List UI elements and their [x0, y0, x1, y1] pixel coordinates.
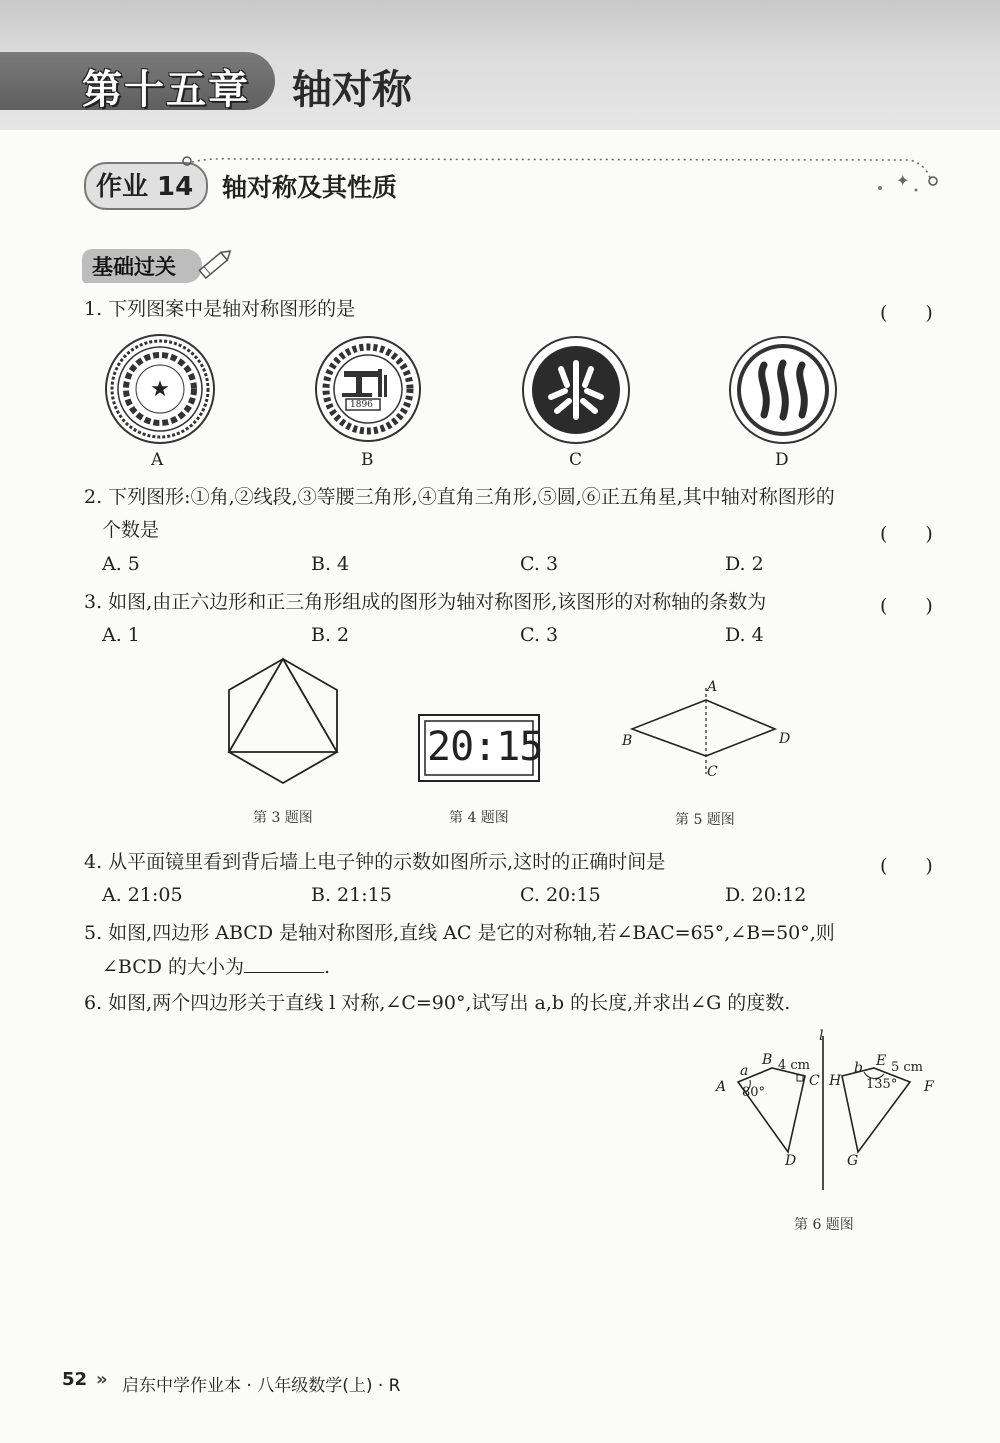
q4-option-b: B. 21:15: [311, 884, 392, 906]
question-5-line-1: 5. 如图,四边形 ABCD 是轴对称图形,直线 AC 是它的对称轴,若∠BAC=65°,∠B=50°,则: [84, 922, 835, 944]
figure-6-label-g: G: [847, 1153, 859, 1169]
question-6: 6. 如图,两个四边形关于直线 l 对称,∠C=90°,试写出 a,b 的长度,并求出∠G 的度数.: [84, 992, 791, 1014]
question-2-line-2: 个数是: [102, 519, 160, 541]
answer-paren-1: ( ): [880, 302, 933, 324]
question-4: 4. 从平面镜里看到背后墙上电子钟的示数如图所示,这时的正确时间是: [84, 851, 666, 873]
logo-c: [521, 335, 631, 445]
figure-6-label-b: B: [762, 1052, 773, 1068]
question-5-line-2-prefix: ∠BCD 的大小为: [102, 956, 245, 978]
figure-6-quadrilaterals: [700, 1030, 950, 1200]
figure-5-label-a: A: [707, 679, 718, 695]
assignment-label: 作业 14: [96, 172, 194, 202]
q2-option-a: A. 5: [102, 553, 140, 575]
question-5-line-2: [102, 954, 330, 980]
answer-paren-4: ( ): [880, 855, 933, 877]
figure-6-label-e: E: [876, 1053, 887, 1069]
figure-6-label-a: A: [716, 1079, 727, 1095]
svg-text:✦: ✦: [896, 171, 910, 190]
q2-option-b: B. 4: [311, 553, 350, 575]
figure-6-angle-2: 135°: [866, 1077, 898, 1092]
option-label-c: C: [569, 450, 583, 470]
figure-5-label-d: D: [779, 731, 791, 747]
question-2-line-1: 2. 下列图形:①角,②线段,③等腰三角形,④直角三角形,⑤圆,⑥正五角星,其中轴对称图形的: [84, 486, 835, 508]
book-title: 启东中学作业本 · 八年级数学(上) · R: [122, 1376, 401, 1396]
figure-4-caption: 第 4 题图: [449, 810, 509, 826]
section-label: 基础过关: [92, 255, 176, 279]
answer-paren-3: ( ): [880, 595, 933, 617]
figure-4-clock-digits: 20:15: [427, 724, 543, 770]
figure-5-label-c: C: [707, 764, 718, 780]
figure-6-label-l: l: [819, 1028, 824, 1044]
q3-option-a: A. 1: [102, 624, 140, 646]
figure-5-label-b: B: [622, 733, 633, 749]
double-arrow-icon: »: [96, 1369, 108, 1390]
option-label-b: B: [361, 450, 374, 470]
q4-option-a: A. 21:05: [102, 884, 183, 906]
figure-6-length-1: 4 cm: [778, 1058, 811, 1073]
q3-option-c: C. 3: [520, 624, 559, 646]
chapter-number: 第十五章: [82, 67, 250, 113]
figure-5-caption: 第 5 题图: [675, 812, 735, 828]
question-5-line-2-suffix: .: [324, 956, 331, 978]
page-number: 52: [62, 1369, 88, 1390]
pencil-icon: [196, 248, 236, 282]
figure-6-label-d: D: [785, 1153, 797, 1169]
q2-option-d: D. 2: [725, 553, 764, 575]
q4-option-d: D. 20:12: [725, 884, 807, 906]
option-label-d: D: [775, 450, 789, 470]
assignment-title: 轴对称及其性质: [222, 173, 398, 202]
q4-option-c: C. 20:15: [520, 884, 601, 906]
logo-a: [104, 333, 216, 445]
figure-6-label-c: C: [809, 1073, 820, 1089]
chapter-title: 轴对称: [292, 67, 412, 113]
q3-option-d: D. 4: [725, 624, 764, 646]
figure-6-angle-1: 80°: [742, 1085, 766, 1100]
figure-6-side-b: b: [854, 1060, 863, 1076]
figure-6-label-h: H: [829, 1073, 842, 1089]
q2-option-c: C. 3: [520, 553, 559, 575]
question-1: 1. 下列图案中是轴对称图形的是: [84, 298, 356, 320]
figure-5-rhombus: [620, 684, 790, 784]
svg-text:★: ★: [150, 377, 170, 402]
figure-6-side-a: a: [740, 1063, 749, 1079]
logo-d: [728, 335, 838, 445]
answer-blank-5[interactable]: [244, 954, 324, 973]
option-label-a: A: [151, 450, 164, 470]
figure-6-length-2: 5 cm: [891, 1060, 924, 1075]
answer-paren-2: ( ): [880, 523, 933, 545]
figure-6-caption: 第 6 题图: [794, 1217, 854, 1233]
logo-b-year: 1896: [350, 400, 373, 410]
figure-3-hexagon: [225, 655, 341, 785]
figure-3-caption: 第 3 题图: [253, 810, 313, 826]
dotted-decoration: [200, 150, 950, 200]
figure-6-label-f: F: [924, 1079, 934, 1095]
q3-option-b: B. 2: [311, 624, 350, 646]
logo-b: [314, 335, 422, 443]
question-3: 3. 如图,由正六边形和正三角形组成的图形为轴对称图形,该图形的对称轴的条数为: [84, 591, 767, 613]
